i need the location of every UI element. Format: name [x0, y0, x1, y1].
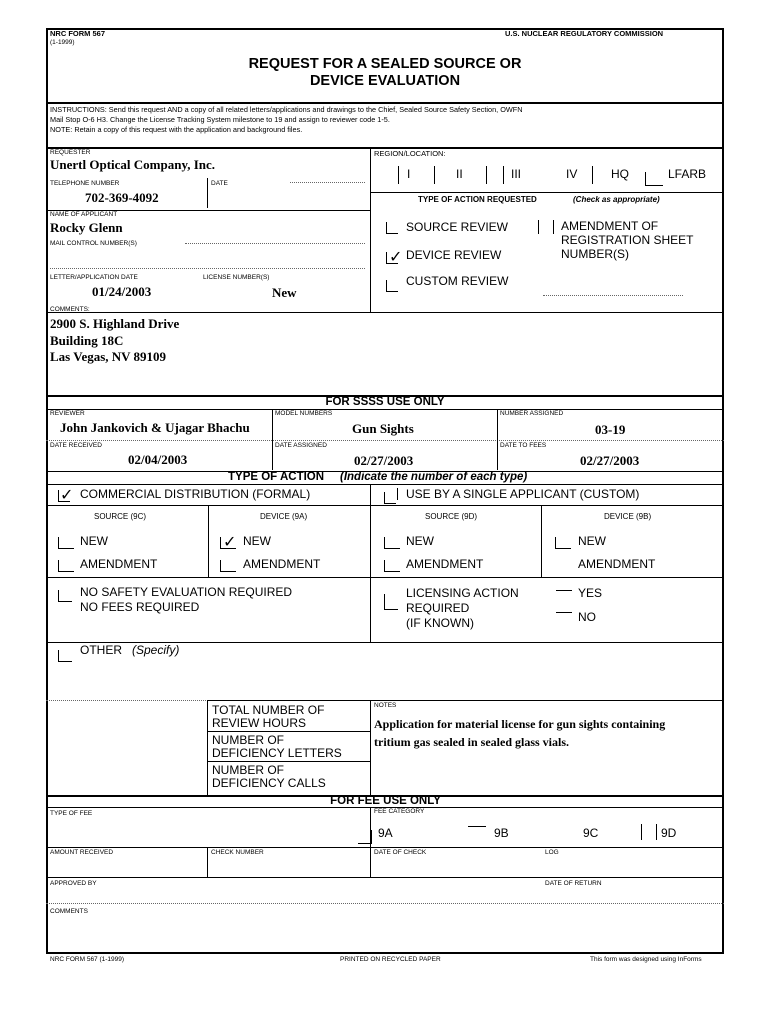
ssss-header: FOR SSSS USE ONLY — [325, 396, 445, 408]
region-hq: HQ — [611, 167, 629, 181]
divider — [207, 700, 208, 795]
divider — [497, 409, 498, 440]
divider — [46, 484, 724, 485]
divider — [207, 731, 370, 732]
requester-label: REQUESTER — [50, 149, 91, 156]
model-numbers-label: MODEL NUMBERS — [275, 410, 333, 417]
other-checkbox[interactable] — [58, 650, 72, 662]
divider — [370, 148, 371, 312]
fee-9a-checkbox[interactable] — [358, 830, 372, 844]
device-9b-new-label: NEW — [578, 534, 606, 548]
region-label: REGION/LOCATION: — [374, 149, 446, 158]
date-of-return-label: DATE OF RETURN — [545, 880, 602, 887]
device-9b-amendment-label: AMENDMENT — [578, 557, 656, 571]
comments-label: COMMENTS: — [50, 306, 90, 313]
instructions-note: NOTE: Retain a copy of this request with the application and background files. — [50, 125, 303, 134]
divider — [46, 877, 724, 878]
letter-date-label: LETTER/APPLICATION DATE — [50, 274, 138, 281]
check-number-label: CHECK NUMBER — [211, 849, 264, 856]
def-calls-label-line2: DEFICIENCY CALLS — [212, 776, 326, 790]
instructions-line2: Mail Stop O-6 H3. Change the License Tracking System milestone to 19 and assign to reviewer code 1-5. — [50, 115, 390, 124]
amendment-checkbox-right[interactable] — [553, 220, 554, 234]
date-label: DATE — [211, 180, 228, 187]
form-date: (1-1999) — [50, 39, 75, 46]
comments-line1[interactable]: 2900 S. Highland Drive — [50, 316, 180, 331]
dotted-line — [46, 440, 724, 441]
region-lfarb: LFARB — [668, 167, 707, 181]
amendment-label-line1: AMENDMENT OF — [561, 219, 659, 233]
yes-checkbox[interactable] — [556, 590, 572, 591]
divider — [207, 700, 724, 701]
divider — [46, 409, 724, 410]
divider — [397, 488, 398, 500]
region-checkbox-lfarb[interactable] — [645, 172, 663, 186]
reviewer-value[interactable]: John Jankovich & Ujagar Bhachu — [60, 420, 250, 435]
source-9d-amendment-checkbox[interactable] — [384, 560, 400, 572]
divider — [207, 847, 208, 877]
telephone-value[interactable]: 702-369-4092 — [85, 190, 159, 205]
device-9b-label: DEVICE (9B) — [604, 512, 652, 521]
date-received-label: DATE RECEIVED — [50, 442, 102, 449]
no-safety-label-line1: NO SAFETY EVALUATION REQUIRED — [80, 585, 293, 599]
dotted-line — [46, 903, 724, 904]
fee-category-label: FEE CATEGORY — [374, 808, 425, 815]
device-9b-new-checkbox[interactable] — [555, 537, 571, 549]
region-checkbox-ii[interactable] — [434, 166, 435, 184]
amendment-label-line2: REGISTRATION SHEET — [561, 233, 694, 247]
date-assigned-value[interactable]: 02/27/2003 — [354, 453, 414, 468]
divider — [46, 577, 724, 578]
def-letters-label-line2: DEFICIENCY LETTERS — [212, 746, 342, 760]
notes-label: NOTES — [374, 702, 397, 709]
type-of-action-note: (Indicate the number of each type) — [340, 471, 528, 483]
number-assigned-value[interactable]: 03-19 — [595, 422, 626, 437]
source-review-checkbox[interactable] — [386, 222, 398, 234]
model-numbers-value[interactable]: Gun Sights — [352, 421, 414, 436]
licensing-action-checkbox[interactable] — [384, 594, 398, 610]
no-safety-label-line2: NO FEES REQUIRED — [80, 600, 200, 614]
source-9c-amendment-checkbox[interactable] — [58, 560, 74, 572]
requester-value[interactable]: Unertl Optical Company, Inc. — [50, 157, 216, 172]
device-9a-checkmark-icon: ✓ — [223, 532, 237, 551]
form-title-line1: REQUEST FOR A SEALED SOURCE OR — [248, 56, 522, 72]
total-hours-label-line2: REVIEW HOURS — [212, 716, 307, 730]
applicant-value[interactable]: Rocky Glenn — [50, 220, 123, 235]
number-assigned-label: NUMBER ASSIGNED — [500, 410, 564, 417]
no-safety-checkbox[interactable] — [58, 590, 72, 602]
license-label: LICENSE NUMBER(S) — [203, 274, 270, 281]
telephone-label: TELEPHONE NUMBER — [50, 180, 120, 187]
source-review-label: SOURCE REVIEW — [406, 220, 509, 234]
fee-9b-checkbox[interactable] — [468, 826, 486, 827]
action-requested-label: TYPE OF ACTION REQUESTED — [418, 195, 537, 204]
notes-line2[interactable]: tritium gas sealed in sealed glass vials. — [374, 735, 570, 749]
device-9a-label: DEVICE (9A) — [260, 512, 308, 521]
source-9d-label: SOURCE (9D) — [425, 512, 478, 521]
date-received-value[interactable]: 02/04/2003 — [128, 452, 188, 467]
device-9a-new-label: NEW — [243, 534, 271, 548]
other-label: OTHER — [80, 643, 122, 657]
date-of-check-label: DATE OF CHECK — [374, 849, 427, 856]
footer-designed-by: This form was designed using InForms — [590, 956, 702, 963]
fee-category-9b: 9B — [494, 826, 509, 840]
footer-form-number: NRC FORM 567 (1-1999) — [50, 956, 125, 963]
amendment-label-line3: NUMBER(S) — [561, 247, 629, 261]
date-to-fees-value[interactable]: 02/27/2003 — [580, 453, 640, 468]
region-checkbox-i[interactable] — [398, 166, 399, 184]
def-letters-label-line1: NUMBER OF — [212, 733, 284, 747]
comments-line3[interactable]: Las Vegas, NV 89109 — [50, 349, 167, 364]
licensing-label-line1: LICENSING ACTION — [406, 586, 519, 600]
device-9a-amendment-label: AMENDMENT — [243, 557, 321, 571]
source-9c-amendment-label: AMENDMENT — [80, 557, 158, 571]
yes-label: YES — [578, 586, 603, 600]
license-value[interactable]: New — [272, 285, 297, 300]
licensing-label-line3: (IF KNOWN) — [406, 616, 474, 630]
comments-line2[interactable]: Building 18C — [50, 333, 124, 348]
region-i: I — [407, 167, 411, 181]
divider — [370, 192, 724, 193]
form-number: NRC FORM 567 — [50, 29, 106, 38]
region-iii: III — [511, 167, 522, 181]
divider — [503, 166, 504, 184]
date-assigned-label: DATE ASSIGNED — [275, 442, 327, 449]
no-label: NO — [578, 610, 596, 624]
log-label: LOG — [545, 849, 559, 856]
divider — [656, 824, 657, 840]
type-of-fee-label: TYPE OF FEE — [50, 810, 93, 817]
single-applicant-checkbox[interactable] — [384, 492, 396, 504]
registration-number-line[interactable] — [543, 295, 683, 296]
approved-by-label: APPROVED BY — [50, 880, 97, 887]
dotted-line — [50, 268, 365, 269]
dotted-line — [185, 243, 365, 244]
footer-recycled: PRINTED ON RECYCLED PAPER — [340, 956, 441, 963]
divider — [46, 505, 724, 506]
total-hours-label-line1: TOTAL NUMBER OF — [212, 703, 325, 717]
fee-category-9c: 9C — [583, 826, 599, 840]
action-requested-note: (Check as appropriate) — [573, 195, 660, 204]
dotted-line — [290, 182, 365, 183]
amount-received-label: AMOUNT RECEIVED — [50, 849, 114, 856]
fee-9c-checkbox[interactable] — [641, 824, 642, 840]
source-9c-new-checkbox[interactable] — [58, 537, 74, 549]
source-9c-label: SOURCE (9C) — [94, 512, 147, 521]
divider — [46, 847, 724, 848]
def-calls-label-line1: NUMBER OF — [212, 763, 284, 777]
date-to-fees-label: DATE TO FEES — [500, 442, 547, 449]
region-checkbox-iii[interactable] — [486, 166, 487, 184]
fee-category-9d: 9D — [661, 826, 677, 840]
device-review-checkmark-icon: ✓ — [389, 247, 403, 266]
applicant-label: NAME OF APPLICANT — [50, 211, 118, 218]
commercial-distribution-label: COMMERCIAL DISTRIBUTION (FORMAL) — [80, 487, 311, 501]
divider — [272, 440, 273, 470]
notes-line1[interactable]: Application for material license for gun sights containing — [374, 717, 666, 731]
dotted-line — [46, 700, 206, 701]
region-iv: IV — [566, 167, 578, 181]
custom-review-label: CUSTOM REVIEW — [406, 274, 509, 288]
source-9d-new-checkbox[interactable] — [384, 537, 400, 549]
divider — [46, 312, 724, 313]
form-title-line2: DEVICE EVALUATION — [309, 73, 461, 89]
device-9a-amendment-checkbox[interactable] — [220, 560, 236, 572]
divider — [370, 847, 371, 877]
amendment-checkbox-left[interactable] — [538, 220, 539, 234]
instructions-line1: INSTRUCTIONS: Send this request AND a copy of all related letters/applications and drawings to the Chief, Sealed Source Safety Section, OWFN — [50, 105, 523, 114]
mail-control-label: MAIL CONTROL NUMBER(S) — [50, 240, 137, 247]
other-note: (Specify) — [132, 643, 180, 657]
custom-review-checkbox[interactable] — [386, 280, 398, 292]
single-applicant-label: USE BY A SINGLE APPLICANT (CUSTOM) — [406, 487, 640, 501]
no-checkbox[interactable] — [556, 612, 572, 613]
divider — [207, 178, 208, 208]
device-review-label: DEVICE REVIEW — [406, 248, 502, 262]
divider — [370, 700, 371, 795]
fee-comments-label: COMMENTS — [50, 908, 88, 915]
source-9c-new-label: NEW — [80, 534, 108, 548]
source-9d-new-label: NEW — [406, 534, 434, 548]
reviewer-label: REVIEWER — [50, 410, 85, 417]
letter-date-value[interactable]: 01/24/2003 — [92, 284, 152, 299]
form-bottom-border — [46, 952, 724, 954]
divider — [46, 102, 724, 104]
agency-name: U.S. NUCLEAR REGULATORY COMMISSION — [505, 29, 664, 38]
divider — [497, 440, 498, 470]
form-left-border — [46, 28, 48, 954]
commercial-checkmark-icon: ✓ — [60, 485, 74, 504]
fee-header: FOR FEE USE ONLY — [330, 795, 441, 807]
region-checkbox-hq[interactable] — [592, 166, 593, 184]
source-9d-amendment-label: AMENDMENT — [406, 557, 484, 571]
type-of-action-header: TYPE OF ACTION — [228, 471, 325, 483]
divider — [541, 505, 542, 577]
region-ii: II — [456, 167, 463, 181]
divider — [207, 761, 370, 762]
divider — [272, 409, 273, 440]
licensing-label-line2: REQUIRED — [406, 601, 470, 615]
divider — [370, 484, 371, 642]
fee-category-9a: 9A — [378, 826, 393, 840]
divider — [208, 505, 209, 577]
form-right-border — [722, 28, 724, 954]
